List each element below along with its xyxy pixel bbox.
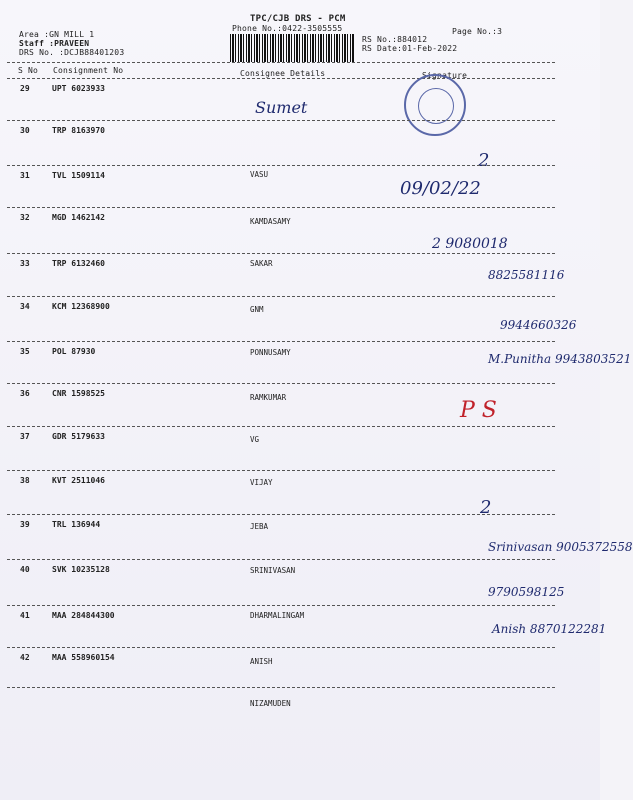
barcode-icon [230,34,355,62]
row-signature: 09/02/22 [400,178,481,199]
row-consignee-name: JEBA [250,522,269,531]
row-signature: 2 [478,150,490,171]
row-consignee-name: RAMKUMAR [250,393,287,402]
row-divider [7,559,555,560]
row-consignee-name: SRINIVASAN [250,566,296,575]
row-consignee-name: VG [250,435,260,444]
row-signature: M.Punitha 9943803521 [488,352,632,366]
column-header-sno: S No [18,66,39,75]
row-consignee-name: KAMDASAMY [250,217,291,226]
row-sno: 36 [20,389,30,398]
row-consignment-number: MAA 558960154 [52,653,115,662]
row-sno: 40 [20,565,30,574]
rs-number: RS No.:884012 [362,35,428,44]
row-consignment-number: TRP 8163970 [52,126,105,135]
row-consignment-number: MAA 284844300 [52,611,115,620]
row-consignee-name: PONNUSAMY [250,348,291,357]
row-divider [7,296,555,297]
row-sno: 29 [20,84,30,93]
row-consignment-number: KVT 2511046 [52,476,105,485]
row-divider [7,341,555,342]
area-label: Area :GN MILL 1 [19,30,95,39]
row-divider [7,687,555,688]
row-sno: 34 [20,302,30,311]
divider [7,62,555,63]
row-divider [7,426,555,427]
row-consignee-name: VIJAY [250,478,273,487]
row-sno: 41 [20,611,30,620]
page-number: Page No.:3 [452,27,503,36]
sheet-title: TPC/CJB DRS - PCM [250,14,346,24]
row-consignee-name: GNM [250,305,264,314]
row-signature: 9790598125 [488,585,565,599]
column-header-signature: Signature [422,71,468,80]
row-consignee-name: DHARMALINGAM [250,611,305,620]
row-consignee-name: NIZAMUDEN [250,699,291,708]
row-divider [7,383,555,384]
row-signature: 2 9080018 [432,236,508,252]
row-divider [7,165,555,166]
row-divider [7,605,555,606]
row-sno: 39 [20,520,30,529]
column-header-consignment: Consignment No [53,66,124,75]
row-signature: P S [460,398,497,423]
row-consignment-number: GDR 5179633 [52,432,105,441]
row-sno: 35 [20,347,30,356]
row-signature: 8825581116 [488,268,565,282]
row-sno: 31 [20,171,30,180]
row-divider [7,647,555,648]
row-divider [7,470,555,471]
row-signature: 2 [480,497,492,518]
row-signature: 9944660326 [500,318,577,332]
row-divider [7,514,555,515]
row-sno: 37 [20,432,30,441]
row-sno: 38 [20,476,30,485]
row-signature: Anish 8870122281 [492,622,607,636]
drs-number: DRS No. :DCJB88401203 [19,48,125,57]
row-consignment-number: MGD 1462142 [52,213,105,222]
row-consignment-number: UPT 6023933 [52,84,105,93]
row-signature: Srinivasan 9005372558 [488,540,633,554]
row-divider [7,120,555,121]
row-signature: Sumet [255,98,308,117]
row-consignment-number: SVK 10235128 [52,565,110,574]
row-consignment-number: CNR 1598525 [52,389,105,398]
row-divider [7,253,555,254]
row-sno: 30 [20,126,30,135]
divider [7,78,555,79]
row-consignment-number: KCM 12368900 [52,302,110,311]
row-consignment-number: POL 87930 [52,347,96,356]
row-sno: 32 [20,213,30,222]
row-consignee-name: ANISH [250,657,273,666]
column-header-details: Consignee Details [240,69,326,78]
row-consignee-name: SAKAR [250,259,273,268]
staff-label: Staff :PRAVEEN [19,39,90,48]
row-divider [7,207,555,208]
phone-number: Phone No.:0422-3505555 [232,24,343,33]
row-sno: 33 [20,259,30,268]
row-consignment-number: TRL 136944 [52,520,101,529]
company-stamp-icon [404,74,466,136]
rs-date: RS Date:01-Feb-2022 [362,44,458,53]
row-consignment-number: TVL 1509114 [52,171,105,180]
row-consignment-number: TRP 6132460 [52,259,105,268]
row-consignee-name: VASU [250,170,269,179]
row-sno: 42 [20,653,30,662]
